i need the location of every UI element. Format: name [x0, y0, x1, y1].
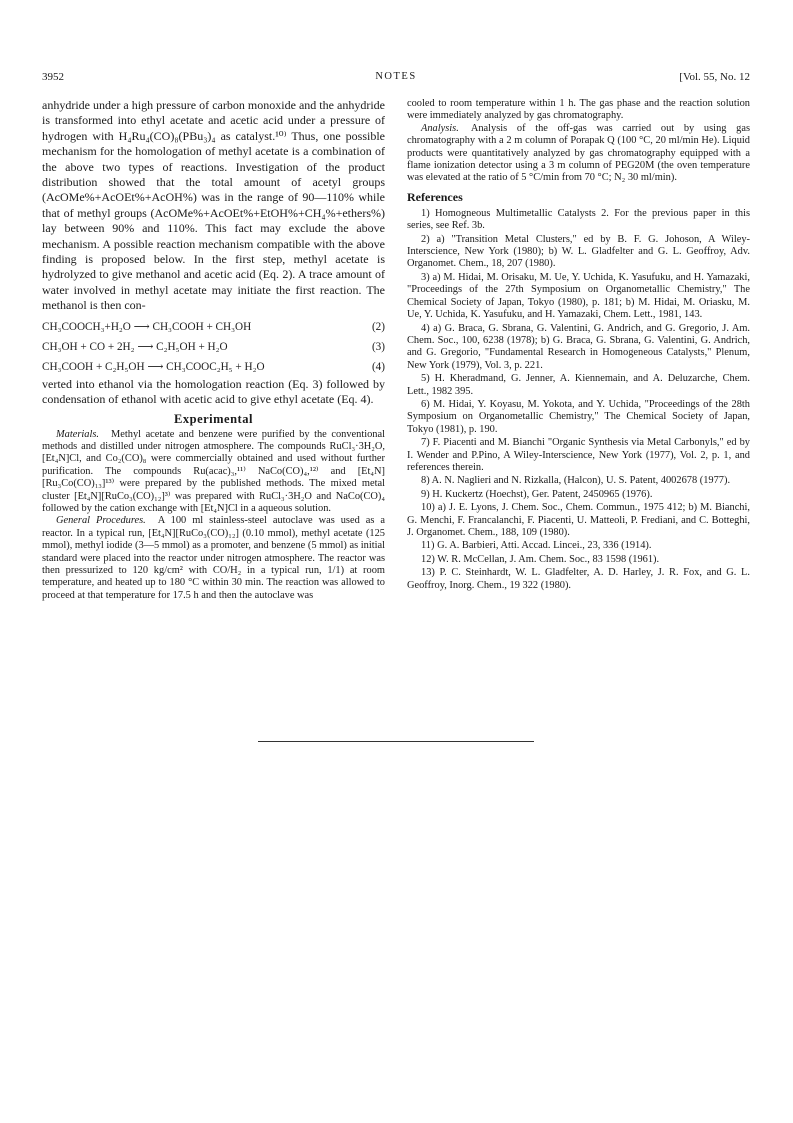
references-heading: References [407, 189, 463, 204]
equation-number: (4) [371, 360, 385, 373]
after-equations-paragraph: verted into ethanol via the homologation reaction (Eq. 3) followed by condensation of ethanol with acetic acid to give ethyl acetate (Eq. 4). [42, 376, 385, 407]
section-title: NOTES [375, 71, 417, 82]
volume-info: [Vol. 55, No. 12 [679, 71, 750, 83]
end-rule [258, 741, 534, 742]
equation-4 [42, 357, 385, 377]
reference-7: 7) F. Piacenti and M. Bianchi "Organic Synthesis via Metal Carbonyls," ed by I. Wender and P.Pino, A Wiley-Interscience, New York (1977), Vol. 2, p. 1, and references therein. [407, 437, 750, 473]
intro-paragraph: anhydride under a high pressure of carbon monoxide and the anhydride is transformed into ethyl acetate and acetic acid under a pressure of hydrogen with H₄Ru₄(CO)₈(PBu₃)₄ as catalyst.¹⁰⁾ Thus, one possible mechanism for the homologation of methyl acetate is a combination of the above two types of reactions. Investigation of the product distribution showed that the total amount of acetyl groups (AcOMe%+AcOEt%+AcOH%) was in the range of 90—110% while that of methyl groups (AcOMe%+AcOEt%+EtOH%+CH₄%+ethers%) lay between 90% and 110%. This fact may exclude the above mechanism. A possible reaction mechanism compatible with the above finding is proposed below. In the first step, methyl acetate is hydrolyzed to give methanol and acetic acid (Eq. 2). A trace amount of water involved in methyl acetate may initiate the first reaction. The methanol is then con- [42, 98, 385, 313]
equation-number: (3) [371, 340, 385, 353]
experimental-heading: Experimental [174, 411, 253, 426]
equation-3 [42, 337, 385, 357]
right-column [407, 98, 750, 593]
page-header [42, 71, 750, 87]
reference-12: 12) W. R. McCellan, J. Am. Chem. Soc., 83 1598 (1961). [421, 553, 660, 565]
equation-2 [42, 317, 385, 337]
continuation-paragraph: cooled to room temperature within 1 h. The gas phase and the reaction solution were immediately analyzed by gas chromatography. [407, 98, 750, 122]
left-column [42, 98, 385, 602]
reference-11: 11) G. A. Barbieri, Atti. Accad. Lincei., 23, 336 (1914). [421, 540, 652, 552]
equation-number: (2) [371, 320, 385, 333]
analysis-paragraph [407, 123, 750, 185]
equation-text: CH₃COOH + C₂H₅OH ⟶ CH₃COOC₂H₅ + H₂O [42, 360, 265, 373]
materials-text: Methyl acetate and benzene were purified by the conventional methods and distilled under nitrogen atmosphere. The compounds RuCl₃·3H₂O, [Et₄N]Cl, and Co₂(CO)₈ were commercially obtained and used without further purification. The compounds Ru(acac)₃,¹¹⁾ NaCo(CO)₄,¹²⁾ and [Et₄N][Ru₃Co(CO)₁₃]¹³⁾ were prepared by the published methods. The mixed metal cluster [Et₄N][RuCo₃(CO)₁₂]³⁾ was prepared with RuCl₃·3H₂O and NaCo(CO)₄ followed by the cation exchange with [Et₄N]Cl in a aqueous solution. [42, 428, 385, 514]
equation-text: CH₃COOCH₃+H₂O ⟶ CH₃COOH + CH₃OH [42, 320, 252, 333]
reference-6: 6) M. Hidai, Y. Koyasu, M. Yokota, and Y. Uchida, "Proceedings of the 28th Symposium on Organometallic Chemistry," The Chemical Society of Japan, Tokyo (1981), p. 190. [407, 398, 750, 435]
reference-4: 4) a) G. Braca, G. Sbrana, G. Valentini, G. Andrich, and G. Gregorio, J. Am. Chem. Soc., 100, 6238 (1978); b) G. Braca, G. Sbrana, G. Valentini, G. Andrich, and G. Gregorio, "Fundamental Research in Homogeneous Catalysts," Plenum, New York (1979), Vol. 3, p. 221. [407, 322, 750, 371]
procedures-lead: General Procedures. [56, 515, 146, 527]
reference-3: 3) a) M. Hidai, M. Orisaku, M. Ue, Y. Uchida, K. Yasufuku, and H. Yamazaki, "Proceedings of the 27th Symposium on Organometallic Chemistry," The Chemical Society of Japan, Tokyo (1980), p. 181; b) M. Hidai, M. Oriasku, M. Ue, Y. Uchida, K. Yasufuku, and H. Yamazaki, Chem. Lett., 1981, 143. [407, 271, 750, 321]
materials-paragraph [42, 429, 385, 516]
reference-5: 5) H. Kheradmand, G. Jenner, A. Kiennemain, and A. Deluzarche, Chem. Lett., 1982 395. [407, 373, 750, 397]
procedures-paragraph [42, 515, 385, 602]
reference-8: 8) A. N. Naglieri and N. Rizkalla, (Halcon), U. S. Patent, 4002678 (1977). [421, 475, 731, 487]
equation-text: CH₃OH + CO + 2H₂ ⟶ C₂H₅OH + H₂O [42, 340, 228, 353]
reference-2: 2) a) "Transition Metal Clusters," ed by B. F. G. Johoson, A Wiley-Interscience, New York (1980); b) W. L. Gladfelter and G. L. Geoffroy, Adv. Organomet. Chem., 18, 207 (1980). [407, 233, 750, 270]
analysis-text: Analysis of the off-gas was carried out by using gas chromatography with a 2 m column of Porapak Q (100 °C, 20 ml/min He). Liquid products were quantitatively analyzed by gas chromatography equipped with a flame ionization detector using a 3 m column of PEG20M (the oven temperature was elevated at the ratio of 5 °C/min from 70 °C; N₂ 30 ml/min). [407, 122, 750, 184]
page-number: 3952 [42, 71, 64, 83]
reference-13: 13) P. C. Steinhardt, W. L. Gladfelter, A. D. Harley, J. R. Fox, and G. L. Geoffroy, Inorg. Chem., 19 322 (1980). [407, 567, 750, 591]
analysis-lead: Analysis. [421, 122, 459, 134]
reference-1: 1) Homogneous Multimetallic Catalysts 2. For the previous paper in this series, see Ref. 3b. [407, 207, 750, 232]
procedures-text: A 100 ml stainless-steel autoclave was used as a reactor. In a typical run, [Et₄N][RuCo₃(CO)₁₂] (0.10 mmol), methyl acetate (125 mmol), methyl iodide (3—5 mmol) as a promoter, and benzene (5 mmol) as initial standard were placed into the reactor under nitrogen atmosphere. The reactor was then pressurized to 120 kg/cm² with CO/H₂ in a typical run, 1/1) at room temperature, and heated up to 180 °C within 30 min. The reaction was allowed to proceed at that temperature for 17.5 h and then the autoclave was [42, 515, 385, 601]
equation-block [42, 317, 385, 377]
reference-9: 9) H. Kuckertz (Hoechst), Ger. Patent, 2450965 (1976). [421, 488, 653, 500]
reference-10: 10) a) J. E. Lyons, J. Chem. Soc., Chem. Commun., 1975 412; b) M. Bianchi, G. Menchi, F. Francalanchi, F. Piacenti, U. Matteoli, P. Frediani, and C. Botteghi, J. Organomet. Chem., 188, 109 (1980). [407, 502, 750, 538]
materials-lead: Materials. [56, 428, 100, 440]
reference-list [407, 208, 750, 592]
